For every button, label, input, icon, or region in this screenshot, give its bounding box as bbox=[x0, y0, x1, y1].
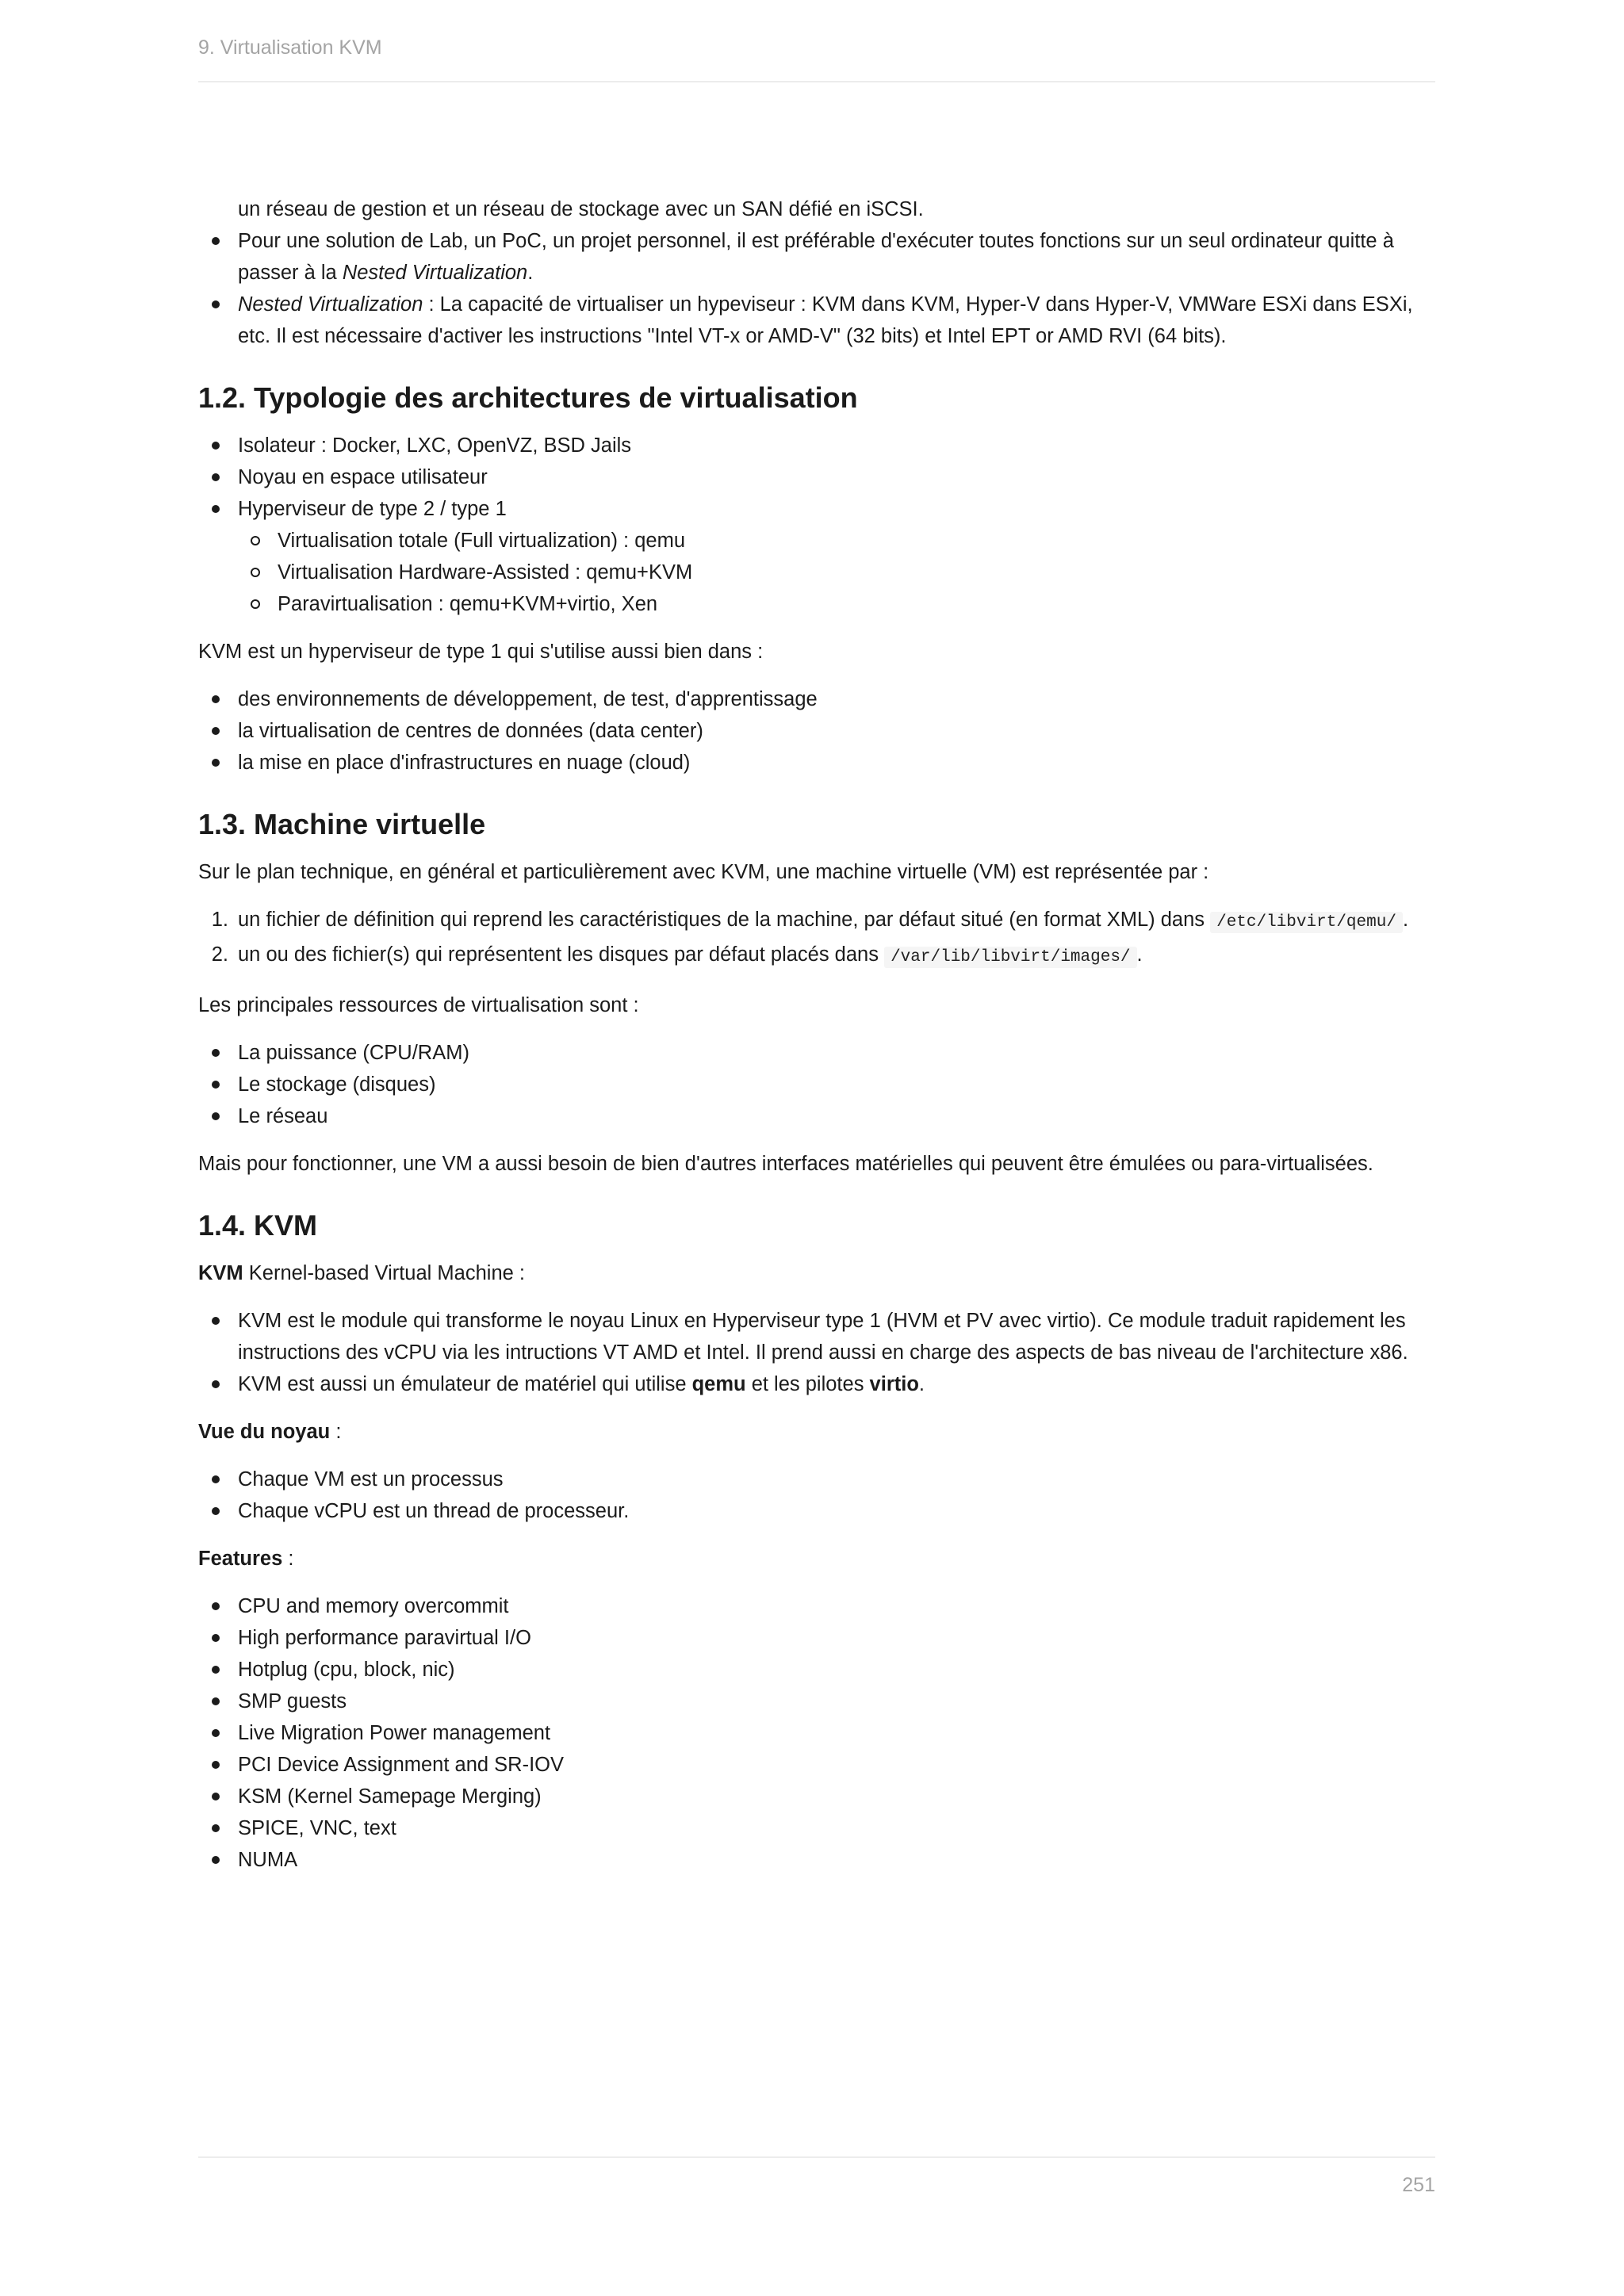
list-number: 1. bbox=[211, 909, 228, 931]
kernel-view-list bbox=[198, 1464, 1435, 1527]
list-item: Chaque VM est un processus bbox=[198, 1464, 1435, 1495]
list-item: Isolateur : Docker, LXC, OpenVZ, BSD Jails bbox=[198, 430, 1435, 461]
footer-divider bbox=[198, 2156, 1435, 2158]
list-item: 2. un ou des fichier(s) qui représentent les disques par défaut placés dans /var/lib/libvirt/images/ . bbox=[198, 939, 1435, 974]
list-item: SMP guests bbox=[198, 1686, 1435, 1717]
list-item: Le stockage (disques) bbox=[198, 1069, 1435, 1100]
features-list bbox=[198, 1590, 1435, 1876]
list-item: Pour une solution de Lab, un PoC, un projet personnel, il est préférable d'exécuter toutes fonctions sur un seul ordinateur quitte à passer à la Nested Virtualization. bbox=[198, 225, 1435, 289]
sub-list-item: Virtualisation totale (Full virtualization) : qemu bbox=[238, 525, 1435, 557]
list-item: la virtualisation de centres de données (data center) bbox=[198, 715, 1435, 747]
list-item: Hyperviseur de type 2 / type 1 Virtualisation totale (Full virtualization) : qemu Virtualisation Hardware-Assisted : qemu+KVM Paravirtualisation : qemu+KVM+virtio, Xen bbox=[198, 493, 1435, 620]
vm-files-list bbox=[198, 904, 1435, 974]
resources-list bbox=[198, 1037, 1435, 1132]
kvm-list bbox=[198, 1305, 1435, 1400]
list-item: Nested Virtualization : La capacité de virtualiser un hypeviseur : KVM dans KVM, Hyper-V dans Hyper-V, VMWare ESXi dans ESXi, etc. Il est nécessaire d'activer les instructions "Intel VT-x or AMD-V" (32 bits) et Intel EPT or AMD RVI (64 bits). bbox=[198, 289, 1435, 352]
emphasis: Nested Virtualization bbox=[342, 262, 528, 284]
list-item: Chaque vCPU est un thread de processeur. bbox=[198, 1495, 1435, 1527]
page-number: 251 bbox=[1402, 2174, 1435, 2196]
list-item: CPU and memory overcommit bbox=[198, 1590, 1435, 1622]
list-item: La puissance (CPU/RAM) bbox=[198, 1037, 1435, 1069]
bold-term: Vue du noyau bbox=[198, 1421, 331, 1443]
paragraph: KVM est un hyperviseur de type 1 qui s'utilise aussi bien dans : bbox=[198, 641, 764, 663]
section-heading-1-4: 1.4. KVM bbox=[198, 1209, 318, 1242]
code-path: /var/lib/libvirt/images/ bbox=[884, 947, 1136, 968]
intro-list bbox=[198, 225, 1435, 352]
typology-list bbox=[198, 430, 1435, 620]
paragraph: Sur le plan technique, en général et particulièrement avec KVM, une machine virtuelle (VM) est représentée par : bbox=[198, 861, 1209, 883]
list-item: KSM (Kernel Samepage Merging) bbox=[198, 1781, 1435, 1812]
code-path: /etc/libvirt/qemu/ bbox=[1210, 912, 1403, 933]
header-divider bbox=[198, 81, 1435, 82]
sub-list-item: Paravirtualisation : qemu+KVM+virtio, Xen bbox=[238, 588, 1435, 620]
list-item: Le réseau bbox=[198, 1100, 1435, 1132]
paragraph: Mais pour fonctionner, une VM a aussi besoin de bien d'autres interfaces matérielles qui peuvent être émulées ou para-virtualisées. bbox=[198, 1153, 1373, 1175]
bold-term: virtio bbox=[869, 1373, 919, 1395]
list-item: 1. un fichier de définition qui reprend les caractéristiques de la machine, par défaut situé (en format XML) dans /etc/libvirt/qemu/ . bbox=[198, 904, 1435, 939]
bold-term: KVM bbox=[198, 1262, 243, 1284]
bold-term: Features bbox=[198, 1548, 283, 1570]
list-item: des environnements de développement, de test, d'apprentissage bbox=[198, 683, 1435, 715]
list-item: Noyau en espace utilisateur bbox=[198, 461, 1435, 493]
emphasis: Nested Virtualization bbox=[238, 293, 423, 316]
usage-list bbox=[198, 683, 1435, 779]
list-number: 2. bbox=[211, 943, 228, 966]
list-item: High performance paravirtual I/O bbox=[198, 1622, 1435, 1654]
paragraph: Features : bbox=[198, 1548, 294, 1570]
intro-continuation: un réseau de gestion et un réseau de stockage avec un SAN défié en iSCSI. bbox=[238, 198, 924, 220]
list-item: NUMA bbox=[198, 1844, 1435, 1876]
section-heading-1-3: 1.3. Machine virtuelle bbox=[198, 808, 486, 840]
list-item: KVM est aussi un émulateur de matériel qui utilise qemu et les pilotes virtio. bbox=[198, 1368, 1435, 1400]
sub-list-item: Virtualisation Hardware-Assisted : qemu+KVM bbox=[238, 557, 1435, 588]
list-item: Hotplug (cpu, block, nic) bbox=[198, 1654, 1435, 1686]
paragraph: Les principales ressources de virtualisation sont : bbox=[198, 994, 639, 1016]
list-item: SPICE, VNC, text bbox=[198, 1812, 1435, 1844]
running-header: 9. Virtualisation KVM bbox=[198, 36, 382, 59]
list-item: la mise en place d'infrastructures en nuage (cloud) bbox=[198, 747, 1435, 779]
section-heading-1-2: 1.2. Typologie des architectures de virtualisation bbox=[198, 381, 858, 414]
bold-term: qemu bbox=[691, 1373, 746, 1395]
sub-list bbox=[238, 525, 1435, 620]
list-item: Live Migration Power management bbox=[198, 1717, 1435, 1749]
paragraph: Vue du noyau : bbox=[198, 1421, 342, 1443]
page-content bbox=[198, 193, 1435, 1876]
list-item: PCI Device Assignment and SR-IOV bbox=[198, 1749, 1435, 1781]
paragraph: KVM Kernel-based Virtual Machine : bbox=[198, 1262, 525, 1284]
list-item: KVM est le module qui transforme le noyau Linux en Hyperviseur type 1 (HVM et PV avec virtio). Ce module traduit rapidement les instructions des vCPU via les intructions VT AMD et Intel. Il prend aussi en charge des aspects de bas niveau de l'architecture x86. bbox=[198, 1305, 1435, 1368]
